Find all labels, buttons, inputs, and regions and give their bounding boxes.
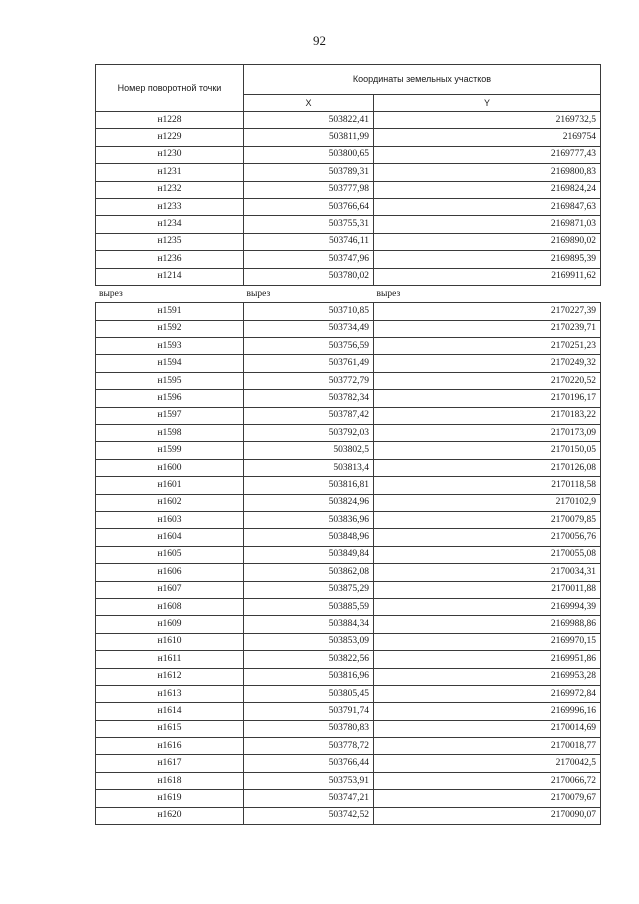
- header-coordinates: Координаты земельных участков: [244, 65, 601, 95]
- x-cell: 503766,44: [244, 755, 374, 772]
- point-cell: н1614: [96, 703, 244, 720]
- y-cell: 2170126,08: [374, 459, 601, 476]
- table-row: [96, 668, 601, 685]
- point-cell: н1611: [96, 651, 244, 668]
- x-cell: 503816,96: [244, 668, 374, 685]
- point-cell: н1596: [96, 390, 244, 407]
- x-cell: 503791,74: [244, 703, 374, 720]
- y-cell: 2169988,86: [374, 616, 601, 633]
- y-cell: 2169970,15: [374, 633, 601, 650]
- table-row: [96, 355, 601, 372]
- table-row: [96, 442, 601, 459]
- y-cell: 2170220,52: [374, 372, 601, 389]
- point-cell: н1603: [96, 511, 244, 528]
- x-cell: 503746,11: [244, 233, 374, 250]
- table-row: [96, 494, 601, 511]
- x-cell: 503772,79: [244, 372, 374, 389]
- point-cell: н1230: [96, 146, 244, 163]
- y-cell: 2170055,08: [374, 546, 601, 563]
- point-cell: н1234: [96, 216, 244, 233]
- y-cell: 2170056,76: [374, 529, 601, 546]
- y-cell: 2170018,77: [374, 738, 601, 755]
- point-cell: н1610: [96, 633, 244, 650]
- x-cell: 503813,4: [244, 459, 374, 476]
- y-cell: 2170118,58: [374, 477, 601, 494]
- table-row: [96, 372, 601, 389]
- table-header: [96, 65, 601, 112]
- point-cell: н1229: [96, 129, 244, 146]
- header-x: X: [244, 95, 374, 112]
- y-cell: 2170079,67: [374, 790, 601, 807]
- x-cell: 503836,96: [244, 511, 374, 528]
- x-cell: 503822,56: [244, 651, 374, 668]
- y-cell: 2169777,43: [374, 146, 601, 163]
- point-cell: н1593: [96, 338, 244, 355]
- table-row: [96, 511, 601, 528]
- x-cell: 503734,49: [244, 320, 374, 337]
- point-cell: н1232: [96, 181, 244, 198]
- table-row: [96, 807, 601, 824]
- table-row: [96, 477, 601, 494]
- point-cell: н1617: [96, 755, 244, 772]
- x-cell: 503848,96: [244, 529, 374, 546]
- x-cell: 503884,34: [244, 616, 374, 633]
- point-cell: н1607: [96, 581, 244, 598]
- x-cell: 503800,65: [244, 146, 374, 163]
- table-row: [96, 251, 601, 268]
- x-cell: 503780,83: [244, 720, 374, 737]
- table-row: [96, 407, 601, 424]
- x-cell: 503805,45: [244, 685, 374, 702]
- table-row: [96, 529, 601, 546]
- x-cell: вырез: [244, 285, 374, 302]
- point-cell: н1616: [96, 738, 244, 755]
- table-row: [96, 303, 601, 320]
- table-row: [96, 633, 601, 650]
- point-cell: н1620: [96, 807, 244, 824]
- y-cell: 2170090,07: [374, 807, 601, 824]
- table-row: [96, 651, 601, 668]
- x-cell: 503849,84: [244, 546, 374, 563]
- table-row: [96, 720, 601, 737]
- x-cell: 503777,98: [244, 181, 374, 198]
- point-cell: н1601: [96, 477, 244, 494]
- table-body: [96, 112, 601, 825]
- y-cell: 2170014,69: [374, 720, 601, 737]
- y-cell: 2169800,83: [374, 164, 601, 181]
- point-cell: н1597: [96, 407, 244, 424]
- y-cell: 2169871,03: [374, 216, 601, 233]
- y-cell: 2169953,28: [374, 668, 601, 685]
- y-cell: 2170102,9: [374, 494, 601, 511]
- table-row: [96, 616, 601, 633]
- x-cell: 503778,72: [244, 738, 374, 755]
- y-cell: 2169972,84: [374, 685, 601, 702]
- x-cell: 503792,03: [244, 425, 374, 442]
- x-cell: 503862,08: [244, 564, 374, 581]
- y-cell: 2169754: [374, 129, 601, 146]
- table-row: [96, 233, 601, 250]
- point-cell: н1228: [96, 112, 244, 129]
- coordinates-table: [95, 64, 601, 825]
- point-cell: н1600: [96, 459, 244, 476]
- point-cell: н1612: [96, 668, 244, 685]
- y-cell: 2170227,39: [374, 303, 601, 320]
- x-cell: 503787,42: [244, 407, 374, 424]
- y-cell: 2170183,22: [374, 407, 601, 424]
- x-cell: 503747,21: [244, 790, 374, 807]
- y-cell: 2170196,17: [374, 390, 601, 407]
- table-row: [96, 338, 601, 355]
- table-row: [96, 703, 601, 720]
- x-cell: 503710,85: [244, 303, 374, 320]
- x-cell: 503822,41: [244, 112, 374, 129]
- table-row: [96, 738, 601, 755]
- point-cell: н1592: [96, 320, 244, 337]
- table-row: [96, 459, 601, 476]
- y-cell: 2170150,05: [374, 442, 601, 459]
- point-cell: н1214: [96, 268, 244, 285]
- y-cell: 2170066,72: [374, 772, 601, 789]
- header-point-number: Номер поворотной точки: [96, 65, 244, 112]
- table-row: [96, 546, 601, 563]
- x-cell: 503755,31: [244, 216, 374, 233]
- point-cell: н1615: [96, 720, 244, 737]
- point-cell: н1606: [96, 564, 244, 581]
- x-cell: 503885,59: [244, 598, 374, 615]
- y-cell: 2169847,63: [374, 198, 601, 215]
- y-cell: 2170239,71: [374, 320, 601, 337]
- x-cell: 503747,96: [244, 251, 374, 268]
- x-cell: 503824,96: [244, 494, 374, 511]
- table-row: [96, 772, 601, 789]
- x-cell: 503875,29: [244, 581, 374, 598]
- point-cell: н1604: [96, 529, 244, 546]
- x-cell: 503802,5: [244, 442, 374, 459]
- table-row: [96, 390, 601, 407]
- y-cell: 2169824,24: [374, 181, 601, 198]
- point-cell: н1594: [96, 355, 244, 372]
- point-cell: н1595: [96, 372, 244, 389]
- y-cell: 2169911,62: [374, 268, 601, 285]
- y-cell: 2170249,32: [374, 355, 601, 372]
- table-row: [96, 146, 601, 163]
- table-row: [96, 129, 601, 146]
- point-cell: н1235: [96, 233, 244, 250]
- x-cell: 503816,81: [244, 477, 374, 494]
- table-row: [96, 112, 601, 129]
- point-cell: н1613: [96, 685, 244, 702]
- y-cell: 2170251,23: [374, 338, 601, 355]
- x-cell: 503789,31: [244, 164, 374, 181]
- point-cell: н1598: [96, 425, 244, 442]
- point-cell: н1233: [96, 198, 244, 215]
- point-cell: вырез: [96, 285, 244, 302]
- y-cell: 2169895,39: [374, 251, 601, 268]
- table-row: [96, 564, 601, 581]
- y-cell: 2170042,5: [374, 755, 601, 772]
- table-cut-row: [96, 285, 601, 302]
- table-row: [96, 268, 601, 285]
- table-row: [96, 685, 601, 702]
- y-cell: 2169951,86: [374, 651, 601, 668]
- y-cell: 2170011,88: [374, 581, 601, 598]
- point-cell: н1599: [96, 442, 244, 459]
- x-cell: 503761,49: [244, 355, 374, 372]
- page-number: 92: [313, 33, 326, 48]
- y-cell: 2170173,09: [374, 425, 601, 442]
- table-row: [96, 198, 601, 215]
- x-cell: 503811,99: [244, 129, 374, 146]
- table-row: [96, 790, 601, 807]
- x-cell: 503766,64: [244, 198, 374, 215]
- y-cell: 2169890,02: [374, 233, 601, 250]
- table-row: [96, 216, 601, 233]
- y-cell: 2169732,5: [374, 112, 601, 129]
- point-cell: н1608: [96, 598, 244, 615]
- y-cell: вырез: [374, 285, 601, 302]
- x-cell: 503853,09: [244, 633, 374, 650]
- table-row: [96, 181, 601, 198]
- x-cell: 503782,34: [244, 390, 374, 407]
- x-cell: 503742,52: [244, 807, 374, 824]
- y-cell: 2170034,31: [374, 564, 601, 581]
- y-cell: 2169994,39: [374, 598, 601, 615]
- point-cell: н1609: [96, 616, 244, 633]
- table-row: [96, 320, 601, 337]
- point-cell: н1619: [96, 790, 244, 807]
- point-cell: н1231: [96, 164, 244, 181]
- y-cell: 2170079,85: [374, 511, 601, 528]
- point-cell: н1591: [96, 303, 244, 320]
- table-row: [96, 581, 601, 598]
- point-cell: н1605: [96, 546, 244, 563]
- point-cell: н1602: [96, 494, 244, 511]
- point-cell: н1618: [96, 772, 244, 789]
- table-row: [96, 164, 601, 181]
- x-cell: 503756,59: [244, 338, 374, 355]
- x-cell: 503753,91: [244, 772, 374, 789]
- table-row: [96, 598, 601, 615]
- table-row: [96, 425, 601, 442]
- x-cell: 503780,02: [244, 268, 374, 285]
- header-y: Y: [374, 95, 601, 112]
- point-cell: н1236: [96, 251, 244, 268]
- y-cell: 2169996,16: [374, 703, 601, 720]
- table-row: [96, 755, 601, 772]
